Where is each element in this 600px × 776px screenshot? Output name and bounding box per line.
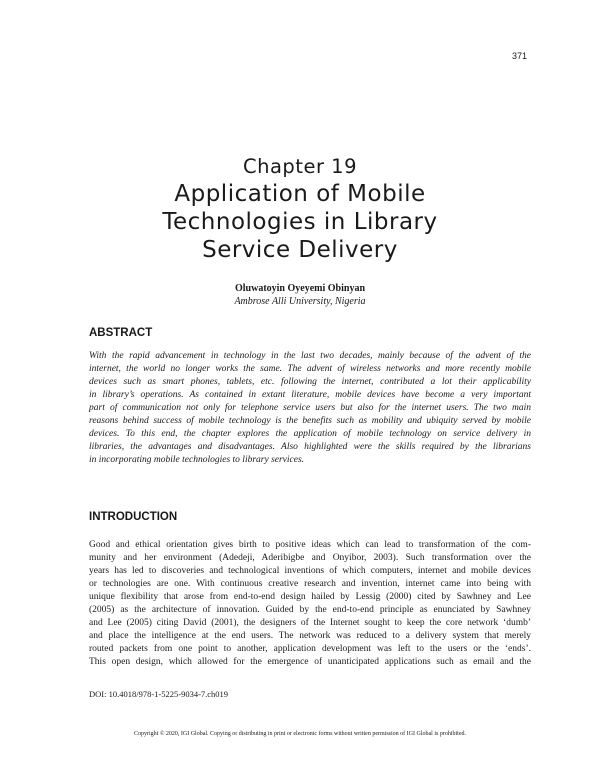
chapter-title	[100, 180, 500, 264]
introduction-line: years has led to discoveries and technological inventions of which computers, internet and mobile devices	[89, 566, 531, 576]
introduction-line: unique flexibility that arose from end-to-end design hailed by Lessig (2000) cited by Sawhney and Lee	[89, 592, 531, 602]
abstract-heading: ABSTRACT	[89, 327, 153, 339]
abstract-line: With the rapid advancement in technology in the last two decades, mainly because of the advent of the	[89, 351, 531, 361]
chapter-label: Chapter 19	[243, 155, 357, 178]
introduction-line: This open design, which allowed for the emergence of unanticipated applications such as email and the	[89, 657, 531, 667]
abstract-line: libraries, the advantages and disadvantages. Also highlighted were the skills required by the librarians	[89, 442, 531, 452]
abstract-line: in library’s operations. As contained in extant literature, mobile devices have become a very important	[89, 390, 531, 400]
author-affiliation: Ambrose Alli University, Nigeria	[234, 296, 366, 307]
chapter-title-line: Application of Mobile	[174, 181, 426, 207]
introduction-heading: INTRODUCTION	[89, 511, 178, 523]
introduction-line: and Lee (2005) citing David (2001), the designers of the Internet sought to keep the core network ‘dumb’	[89, 618, 531, 628]
introduction-line: or technologies are one. With continuous creative research and invention, internet came into being with	[89, 579, 531, 589]
doi: DOI: 10.4018/978-1-5225-9034-7.ch019	[89, 689, 229, 699]
abstract-line: internet, the world no longer works the same. The advent of wireless networks and more recently mobile	[89, 364, 531, 374]
abstract-line: in incorporating mobile technologies to library services.	[89, 455, 305, 465]
abstract-line: part of communication not only for telephone service users but also for the internet users. The two main	[89, 403, 531, 413]
introduction-line: and place the intelligence at the end users. The network was reduced to a delivery system that merely	[89, 631, 531, 641]
introduction-line: routed packets from one point to another, application development was left to the users or the ‘ends’.	[89, 644, 531, 654]
page-number: 371	[511, 51, 527, 61]
chapter-title-line: Service Delivery	[202, 237, 398, 263]
abstract-line: devices such as smart phones, tablets, etc. following the internet, contributed a lot their applicability	[89, 377, 531, 387]
introduction-line: (2005) as the architecture of innovation. Guided by the end-to-end principle as enunciated by Sawhney	[89, 605, 531, 615]
introduction-line: Good and ethical orientation gives birth to positive ideas which can lead to transformation of the com-	[89, 540, 531, 550]
abstract-line: reasons behind success of mobile technology is the benefits such as mobility and ubiquity served by mobile	[89, 416, 531, 426]
author-name: Oluwatoyin Oyeyemi Obinyan	[234, 283, 365, 294]
chapter-title-line: Technologies in Library	[162, 209, 438, 235]
abstract-line: devices. To this end, the chapter explores the application of mobile technology on service delivery in	[89, 429, 531, 439]
copyright-notice: Copyright © 2020, IGI Global. Copying or distributing in print or electronic forms without written permission of IGI Global is prohibited.	[133, 731, 466, 737]
introduction-line: munity and her environment (Adedeji, Aderibigbe and Onyibor, 2003). Such transformation over the	[89, 553, 531, 563]
